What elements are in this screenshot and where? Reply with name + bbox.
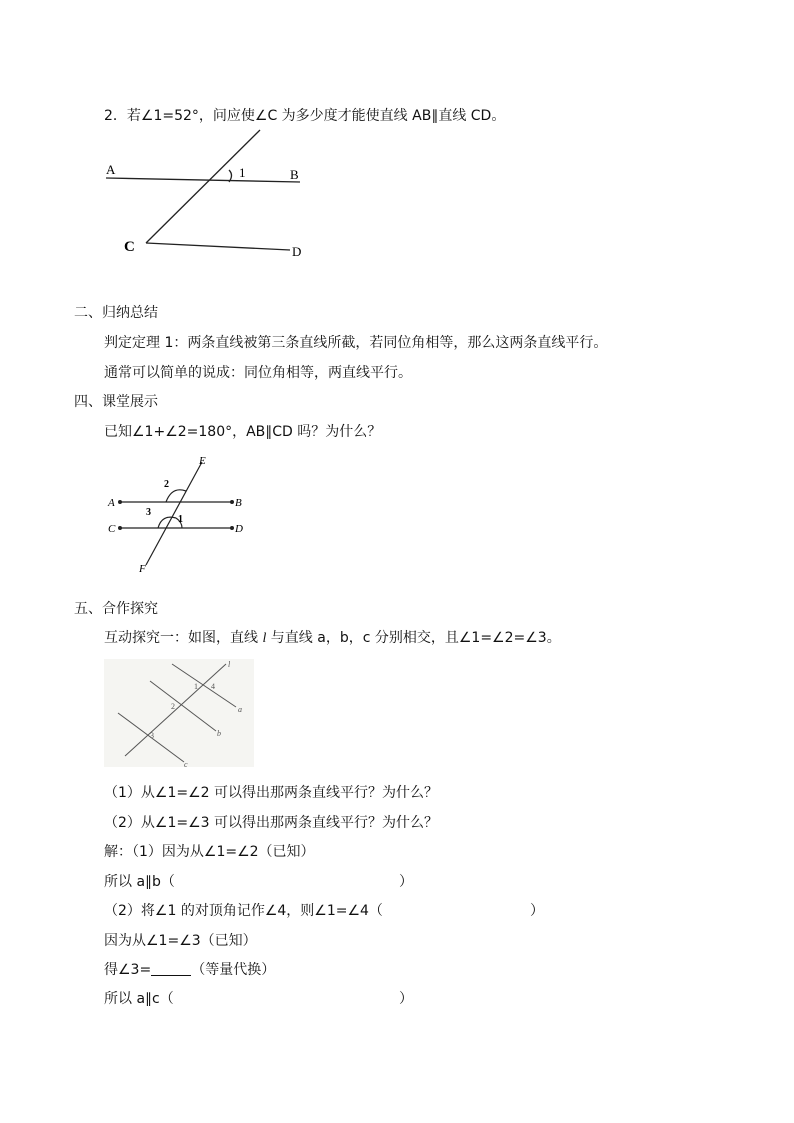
section-2-heading: 二、归纳总结 [74,305,158,321]
solution-line-2: 所以 a∥b（ [104,874,175,890]
label-B: B [235,497,242,509]
sol5-pre: 得∠3= [104,962,152,978]
solution-line-3-close: ） [530,903,544,919]
solution-line-4: 因为从∠1=∠3（已知） [104,933,257,949]
label-a: a [238,705,242,714]
label-D: D [292,244,302,259]
label-angle-1: 1 [239,165,246,180]
label-angle-1: 1 [178,514,183,525]
solution-line-3: （2）将∠1 的对顶角记作∠4，则∠1=∠4（ [104,903,383,919]
theorem-simple: 通常可以简单的说成：同位角相等，两直线平行。 [104,365,412,381]
label-B: B [290,167,299,182]
label-angle-2: 2 [164,479,169,490]
label-D: D [235,523,243,535]
intro-pre: 互动探究一：如图，直线 [104,630,263,646]
label-angle-4: 4 [211,682,215,691]
label-C: C [108,523,116,535]
intro-post: 与直线 a，b，c 分别相交，且∠1=∠2=∠3。 [266,630,561,646]
label-A: A [106,162,116,177]
label-A: A [108,497,115,509]
section-4-question: 已知∠1+∠2=180°，AB∥CD 吗？为什么？ [104,424,382,440]
label-l: l [228,660,231,669]
figure-3-background [104,659,254,767]
question-2b: （2）从∠1=∠3 可以得出那两条直线平行？为什么？ [104,815,439,831]
label-c: c [184,760,188,769]
solution-line-5 [104,960,275,980]
intro-l: l [262,631,267,646]
label-angle-2: 2 [171,702,175,711]
question-2: 2．若∠1=52°，问应使∠C 为多少度才能使直线 AB∥直线 CD。 [104,108,506,124]
label-angle-3: 3 [146,507,151,518]
label-angle-3: 3 [150,731,154,740]
solution-line-2-close: ） [399,874,413,890]
solution-line-6-close: ） [399,991,413,1007]
question-1: （1）从∠1=∠2 可以得出那两条直线平行？为什么？ [104,785,439,801]
label-F: F [139,563,146,575]
blank-line[interactable] [151,960,191,976]
label-C: C [124,239,135,255]
solution-line-1: 解：（1）因为从∠1=∠2（已知） [104,844,315,860]
label-b: b [217,729,221,738]
theorem-1: 判定定理 1：两条直线被第三条直线所截，若同位角相等，那么这两条直线平行。 [104,335,608,351]
label-angle-1: 1 [194,682,198,691]
sol5-post: （等量代换） [191,962,276,978]
solution-line-6: 所以 a∥c（ [104,991,174,1007]
section-4-heading: 四、课堂展示 [74,394,158,410]
section-5-heading: 五、合作探究 [74,601,158,617]
label-E: E [199,455,206,467]
